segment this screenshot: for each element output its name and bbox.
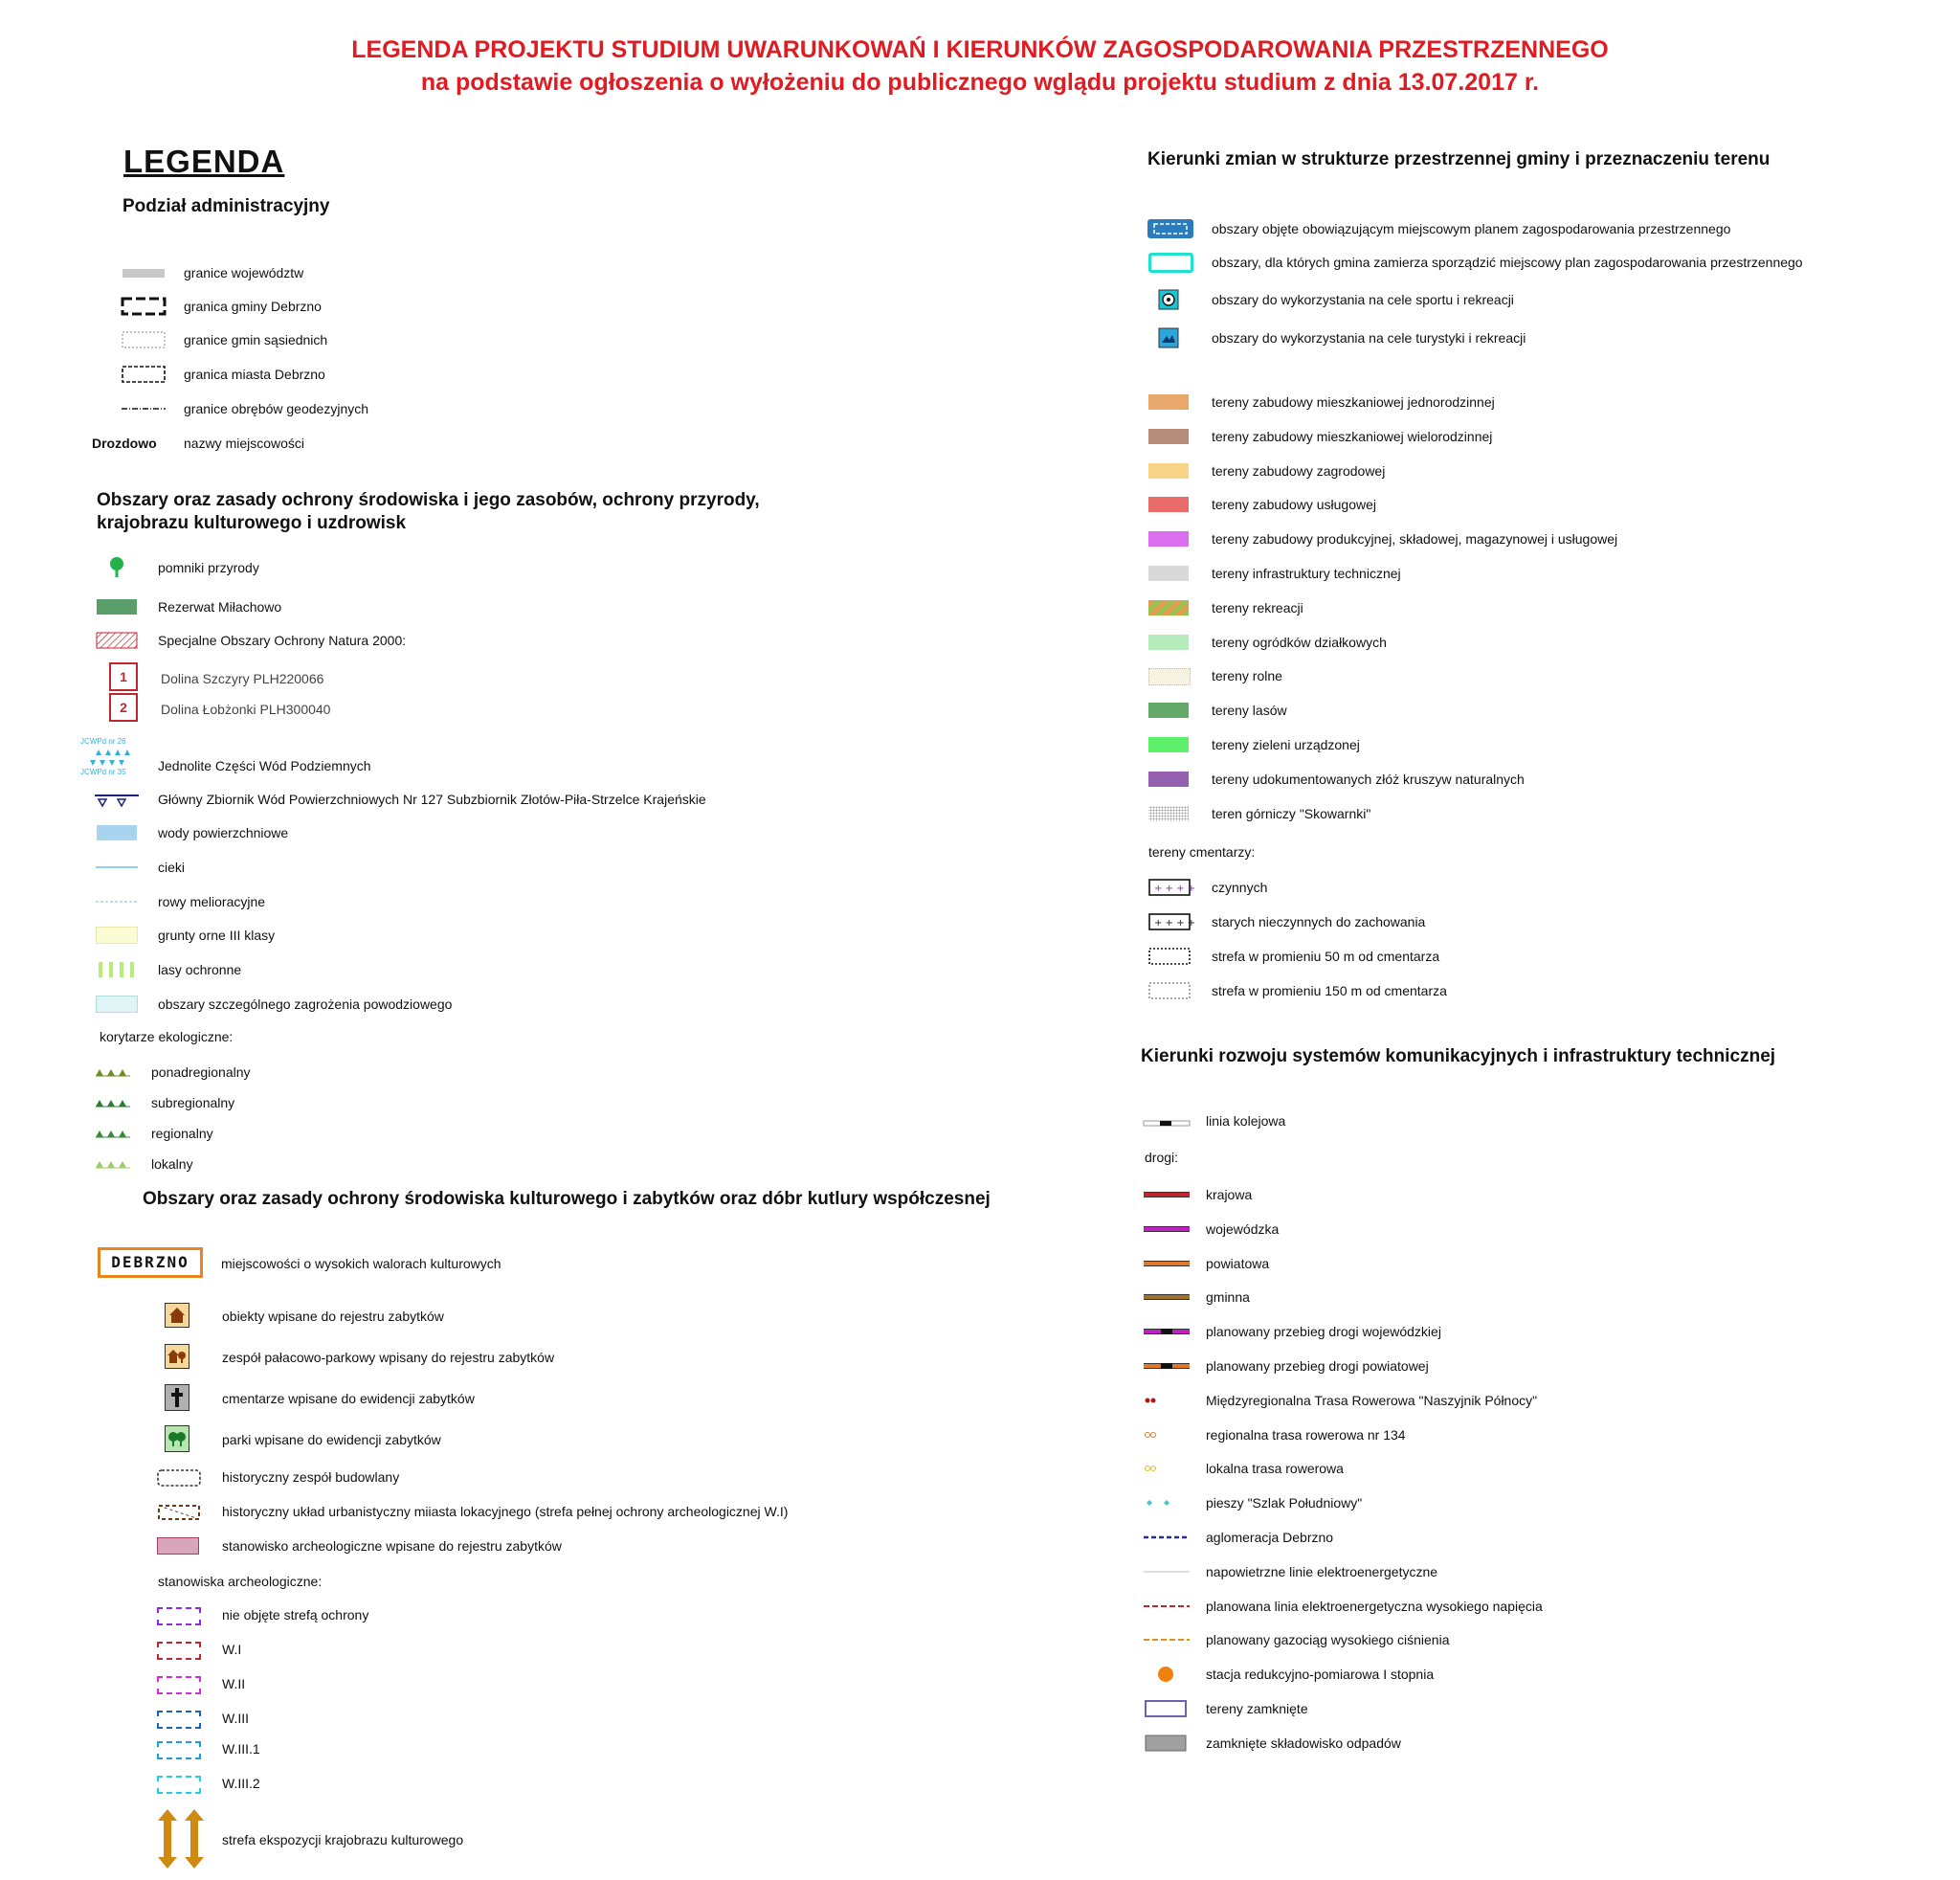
- cemetery-old-symbol: [1148, 913, 1196, 935]
- legend-item: [1145, 248, 1958, 277]
- legend-label: wody powierzchniowe: [158, 825, 289, 840]
- tourism-icon: [1158, 327, 1179, 353]
- header-title-line2: na podstawie ogłoszenia o wyłożeniu do publicznego wglądu projektu studium z dnia 13.07.2017 r.: [420, 69, 1540, 96]
- corridors-subtitle: korytarze ekologiczne:: [100, 1029, 234, 1044]
- legend-item: [98, 1247, 768, 1282]
- legend-label: tereny zabudowy zagrodowej: [1212, 462, 1386, 479]
- transport-symbol: [1143, 1733, 1191, 1758]
- park-trees-icon: [165, 1425, 189, 1452]
- land-use-swatch: [1148, 600, 1189, 615]
- legend-label: tereny zabudowy mieszkaniowej wielorodzinnej: [1212, 428, 1493, 444]
- legend-label: pomniki przyrody: [158, 560, 259, 575]
- legend-label: historyczny zespół budowlany: [222, 1469, 400, 1485]
- ditch-line-symbol: [88, 887, 145, 916]
- house-icon: [165, 1303, 189, 1328]
- legend-item: [107, 660, 490, 695]
- legend-item: [163, 1384, 737, 1415]
- transport-symbol: [1143, 1629, 1191, 1655]
- sport-ball-icon: [1158, 289, 1179, 315]
- legend-item: [88, 818, 662, 847]
- tree-icon: [88, 553, 145, 582]
- legend-label: lokalna trasa rowerowa: [1206, 1461, 1344, 1477]
- legend-item: [92, 429, 494, 458]
- legend-item: [153, 1769, 632, 1798]
- legend-item: [88, 887, 662, 916]
- legend-label: starych nieczynnych do zachowania: [1212, 914, 1426, 929]
- legend-item: [153, 1635, 632, 1664]
- legend-item: [1141, 1625, 1906, 1654]
- corridor-symbol: [84, 1150, 142, 1178]
- arch-subtitle: stanowiska archeologiczne:: [158, 1574, 323, 1589]
- transport-symbol: [1143, 1664, 1191, 1690]
- legend-item: [1145, 388, 1910, 416]
- legend-item: [1145, 976, 1719, 1005]
- legend-item: [1145, 214, 1910, 243]
- land-use-swatch: [1148, 806, 1189, 821]
- historic-complex-symbol: [155, 1467, 203, 1493]
- legend-item: [1145, 696, 1910, 725]
- existing-plan-symbol: [1147, 218, 1194, 244]
- legend-label: granica gminy Debrzno: [184, 299, 322, 314]
- legend-label: grunty orne III klasy: [158, 928, 276, 943]
- legend-item: [88, 553, 662, 582]
- town-border-symbol: [115, 360, 172, 389]
- transport-symbol: [1143, 1458, 1191, 1484]
- arch-site-registered-swatch: [157, 1537, 199, 1555]
- surface-water-swatch: [88, 818, 145, 847]
- arch-zone-symbol: [157, 1676, 201, 1694]
- natura-site-number: 2: [109, 693, 138, 722]
- legend-item: [1145, 559, 1910, 588]
- transport-symbol: [1143, 1287, 1191, 1312]
- legend-label: planowana linia elektroenergetyczna wysokiego napięcia: [1206, 1598, 1543, 1614]
- legend-label: pieszy "Szlak Południowy": [1206, 1495, 1363, 1511]
- stream-line-symbol: [88, 853, 145, 882]
- legend-item: [107, 691, 490, 726]
- double-arrow-icon: [155, 1809, 209, 1873]
- legend-label: regionalny: [151, 1126, 213, 1141]
- legend-label: tereny udokumentowanych złóż kruszyw naturalnych: [1212, 771, 1525, 787]
- legend-item: [1145, 422, 1910, 451]
- urban-layout-symbol: [155, 1502, 203, 1528]
- legend-item: [115, 325, 498, 354]
- legend-item: [153, 1600, 632, 1629]
- legend-label: gminna: [1206, 1289, 1250, 1306]
- legend-label: obiekty wpisane do rejestru zabytków: [222, 1309, 444, 1324]
- legend-item: [1145, 873, 1623, 902]
- legend-item: [153, 1532, 823, 1560]
- legend-item: [88, 593, 662, 621]
- protective-forest-symbol: [88, 955, 145, 984]
- legend-label: tereny zieleni urządzonej: [1212, 737, 1360, 752]
- section-nature-title-line1: Obszary oraz zasady ochrony środowiska i jego zasobów, ochrony przyrody,: [97, 490, 760, 510]
- legend-label: Główny Zbiornik Wód Powierzchniowych Nr 127 Subzbiornik Złotów-Piła-Strzelce Krajeńskie: [158, 792, 706, 807]
- legend-item: [163, 1343, 737, 1374]
- legend-label: wojewódzka: [1206, 1220, 1280, 1237]
- legend-label: obszary do wykorzystania na cele turystyki i rekreacji: [1212, 330, 1526, 346]
- legend-label: Dolina Szczyry PLH220066: [161, 671, 324, 686]
- section-nature-title-line2: krajobrazu kulturowego i uzdrowisk: [97, 513, 407, 533]
- legend-item: [163, 1425, 737, 1456]
- legend-item: [153, 1669, 632, 1698]
- legend-label: obszary objęte obowiązującym miejscowym planem zagospodarowania przestrzennego: [1212, 221, 1731, 236]
- legend-item: [115, 360, 498, 389]
- legend-label: granice województw: [184, 265, 304, 280]
- legend-item: [1141, 1694, 1906, 1723]
- legend-label: nie objęte strefą ochrony: [222, 1607, 369, 1623]
- legend-item: [1145, 765, 1910, 794]
- legend-item: [1145, 285, 1910, 314]
- land-use-swatch: [1148, 635, 1189, 650]
- legend-label: planowany przebieg drogi wojewódzkiej: [1206, 1324, 1441, 1340]
- legend-item: [1145, 907, 1719, 936]
- legend-label: granica miasta Debrzno: [184, 367, 325, 382]
- legend-label: czynnych: [1212, 880, 1268, 895]
- legend-label: planowany przebieg drogi powiatowej: [1206, 1358, 1429, 1374]
- legend-label: W.III: [222, 1711, 249, 1726]
- palace-park-icon: [165, 1344, 189, 1369]
- transport-symbol: [1143, 1698, 1191, 1724]
- groundwater-tag: JCWPd nr 26: [80, 737, 126, 746]
- legend-item: [115, 394, 498, 423]
- transport-symbol: [1143, 1219, 1191, 1244]
- section-culture-title: Obszary oraz zasady ochrony środowiska kulturowego i zabytków oraz dóbr kutlury współczesnej: [143, 1189, 991, 1209]
- legend-item: [153, 1704, 632, 1733]
- legend-item: [88, 921, 662, 950]
- arch-zone-symbol: [157, 1642, 201, 1660]
- legend-label: rowy melioracyjne: [158, 894, 266, 909]
- arable-land-swatch: [88, 921, 145, 950]
- transport-symbol: [1143, 1424, 1191, 1450]
- legend-label: tereny zamknięte: [1206, 1701, 1308, 1716]
- legend-item: [84, 1150, 467, 1178]
- legend-item: [88, 853, 662, 882]
- legend-label: tereny zabudowy mieszkaniowej jednorodzinnej: [1212, 394, 1495, 410]
- legend-item: [1145, 942, 1719, 971]
- legend-item: [1141, 1386, 1906, 1415]
- reservoir-symbol: [88, 785, 145, 814]
- legend-item: [115, 292, 498, 321]
- legend-item: [1141, 1488, 1906, 1517]
- legend-item: [1141, 1454, 1906, 1483]
- legend-item: [1141, 1249, 1906, 1278]
- transport-symbol: [1143, 1596, 1191, 1622]
- legend-label: regionalna trasa rowerowa nr 134: [1206, 1426, 1406, 1443]
- legend-label: obszary szczególnego zagrożenia powodziowego: [158, 996, 453, 1012]
- arch-zone-symbol: [157, 1776, 201, 1794]
- legend-label: Specjalne Obszary Ochrony Natura 2000:: [158, 633, 407, 648]
- legend-label: strefa w promieniu 50 m od cmentarza: [1212, 949, 1440, 964]
- planned-plan-symbol: [1148, 253, 1193, 273]
- svg-text:+ + + +: + + + +: [1154, 918, 1196, 929]
- legend-label: tereny lasów: [1212, 703, 1287, 719]
- legend-item: [1145, 457, 1910, 485]
- natura2000-hatch-symbol: [88, 626, 145, 655]
- legend-item: [1141, 1215, 1906, 1243]
- roads-subtitle: drogi:: [1145, 1150, 1179, 1165]
- legend-item: [88, 785, 854, 814]
- arch-zone-symbol: [157, 1741, 201, 1759]
- legend-label: krajowa: [1206, 1187, 1253, 1202]
- legend-item: [1145, 324, 1910, 352]
- transport-symbol: [1143, 1527, 1191, 1553]
- corridor-symbol: [84, 1058, 142, 1086]
- legend-item: [88, 626, 758, 655]
- groundwater-tag: JCWPd nr 35: [80, 768, 126, 776]
- legend-item: [1141, 1283, 1906, 1311]
- legend-label: zespół pałacowo-parkowy wpisany do rejestru zabytków: [222, 1350, 555, 1365]
- legend-label: strefa w promieniu 150 m od cmentarza: [1212, 983, 1447, 998]
- legend-label: planowany gazociąg wysokiego ciśnienia: [1206, 1632, 1450, 1648]
- legend-label: stanowisko archeologiczne wpisane do rejestru zabytków: [222, 1538, 562, 1554]
- legend-item: [1141, 1352, 1906, 1380]
- cemetery-active-symbol: [1148, 879, 1196, 901]
- legend-label: lasy ochronne: [158, 962, 242, 977]
- legend-item: [84, 1088, 467, 1117]
- legend-heading: LEGENDA: [123, 144, 285, 179]
- legend-item: [1141, 1180, 1906, 1209]
- legend-label: cieki: [158, 860, 186, 875]
- municipality-border-symbol: [115, 292, 172, 321]
- groundwater-symbol: [80, 737, 142, 779]
- legend-label: Międzyregionalna Trasa Rowerowa "Naszyjnik Północy": [1206, 1392, 1538, 1408]
- legend-item: [1145, 628, 1910, 657]
- neighbor-border-symbol: [115, 325, 172, 354]
- land-use-swatch: [1148, 531, 1189, 547]
- cemetery-50m-zone-symbol: [1148, 948, 1191, 970]
- legend-item: [1145, 593, 1910, 622]
- legend-item: [1141, 1592, 1906, 1621]
- land-use-swatch: [1148, 703, 1189, 718]
- legend-label: tereny zabudowy usługowej: [1212, 497, 1376, 513]
- legend-label: lokalny: [151, 1156, 193, 1172]
- transport-symbol: [1143, 1390, 1191, 1416]
- legend-item: [84, 1119, 467, 1148]
- transport-symbol: [1143, 1492, 1191, 1518]
- voivodeship-border-symbol: [115, 258, 172, 287]
- legend-item: [88, 990, 758, 1018]
- legend-label: zamknięte składowisko odpadów: [1206, 1735, 1401, 1751]
- arch-zone-symbol: [157, 1607, 201, 1625]
- section-changes-title: Kierunki zmian w strukturze przestrzennej gminy i przeznaczeniu terenu: [1147, 149, 1771, 169]
- land-use-swatch: [1148, 463, 1189, 479]
- legend-item: [1141, 1317, 1906, 1346]
- arch-zone-symbol: [157, 1711, 201, 1729]
- header-title-line1: LEGENDA PROJEKTU STUDIUM UWARUNKOWAŃ I KIERUNKÓW ZAGOSPODAROWANIA PRZESTRZENNEGO: [351, 36, 1609, 63]
- legend-item: [153, 1809, 727, 1870]
- precinct-border-symbol: [115, 394, 172, 423]
- legend-item: [1145, 661, 1910, 690]
- legend-label: aglomeracja Debrzno: [1206, 1530, 1334, 1545]
- section-admin-title: Podział administracyjny: [122, 196, 330, 216]
- legend-label: tereny rolne: [1212, 668, 1282, 684]
- legend-label: miejscowości o wysokich walorach kulturowych: [221, 1256, 501, 1271]
- legend-item: [1145, 799, 1910, 828]
- legend-label: tereny rekreacji: [1212, 599, 1303, 615]
- legend-label: powiatowa: [1206, 1255, 1270, 1271]
- legend-item: [1145, 490, 1910, 519]
- legend-label: obszary do wykorzystania na cele sportu i rekreacji: [1212, 292, 1514, 307]
- legend-label: napowietrzne linie elektroenergetyczne: [1206, 1563, 1438, 1579]
- transport-symbol: [1143, 1321, 1191, 1347]
- legend-label: Rezerwat Miłachowo: [158, 599, 282, 615]
- legend-label: Dolina Łobżonki PLH300040: [161, 702, 331, 717]
- legend-label: tereny zabudowy produkcyjnej, składowej, magazynowej i usługowej: [1212, 531, 1618, 548]
- legend-item: [1145, 730, 1910, 759]
- cultural-town-sample: DEBRZNO: [98, 1247, 203, 1278]
- legend-item: [84, 1058, 467, 1086]
- legend-label: W.II: [222, 1676, 246, 1691]
- corridor-symbol: [84, 1119, 142, 1148]
- place-name-sample: Drozdowo: [92, 436, 157, 451]
- legend-label: obszary, dla których gmina zamierza sporządzić miejscowy plan zagospodarowania przestrzennego: [1212, 255, 1803, 270]
- land-use-swatch: [1148, 737, 1189, 752]
- legend-item: [1145, 525, 1910, 553]
- legend-label: tereny infrastruktury technicznej: [1212, 566, 1401, 581]
- reserve-swatch: [88, 593, 145, 621]
- land-use-swatch: [1148, 566, 1189, 581]
- legend-label: ponadregionalny: [151, 1064, 251, 1080]
- legend-item: [1141, 1660, 1906, 1689]
- section-transport-title: Kierunki rozwoju systemów komunikacyjnych i infrastruktury technicznej: [1141, 1046, 1776, 1066]
- svg-text:+ + + +: + + + +: [1154, 884, 1196, 894]
- legend-label: strefa ekspozycji krajobrazu kulturowego: [222, 1832, 464, 1847]
- legend-label: W.III.2: [222, 1776, 260, 1791]
- transport-symbol: [1143, 1184, 1191, 1210]
- legend-label: granice obrębów geodezyjnych: [184, 401, 369, 416]
- legend-label: cmentarze wpisane do ewidencji zabytków: [222, 1391, 475, 1406]
- legend-label: granice gmin sąsiednich: [184, 332, 328, 347]
- railway-symbol: [1143, 1116, 1191, 1133]
- flood-zone-swatch: [88, 990, 145, 1018]
- cemeteries-subtitle: tereny cmentarzy:: [1148, 844, 1256, 860]
- legend-label: nazwy miejscowości: [184, 436, 305, 451]
- legend-item: [1141, 1523, 1906, 1552]
- legend-label: W.III.1: [222, 1741, 260, 1757]
- legend-item: [88, 955, 662, 984]
- legend-label: teren górniczy "Skowarnki": [1212, 805, 1371, 821]
- legend-item: [115, 258, 498, 287]
- legend-label: stacja redukcyjno-pomiarowa I stopnia: [1206, 1667, 1435, 1683]
- legend-label: tereny ogródków działkowych: [1212, 634, 1387, 650]
- land-use-swatch: [1148, 497, 1189, 512]
- legend-item: [1141, 1107, 1619, 1135]
- land-use-swatch: [1148, 668, 1191, 685]
- legend-label: linia kolejowa: [1206, 1113, 1286, 1129]
- legend-item: [1141, 1729, 1906, 1757]
- land-use-swatch: [1148, 429, 1189, 444]
- legend-item: [153, 1497, 1014, 1526]
- land-use-swatch: [1148, 394, 1189, 410]
- legend-item: [1141, 1421, 1906, 1449]
- legend-label: subregionalny: [151, 1095, 235, 1110]
- legend-label: Jednolite Części Wód Podziemnych: [158, 758, 371, 773]
- corridor-symbol: [84, 1088, 142, 1117]
- transport-symbol: [1143, 1253, 1191, 1279]
- natura-site-number: 1: [109, 662, 138, 691]
- cemetery-150m-zone-symbol: [1148, 982, 1191, 1004]
- transport-symbol: [1143, 1355, 1191, 1381]
- legend-item: [153, 1463, 823, 1491]
- legend-item: [80, 737, 655, 779]
- land-use-swatch: [1148, 772, 1189, 787]
- legend-item: [1141, 1557, 1906, 1586]
- legend-item: [163, 1302, 641, 1332]
- cemetery-cross-icon: [165, 1384, 189, 1411]
- transport-symbol: [1143, 1561, 1191, 1587]
- legend-label: parki wpisane do ewidencji zabytków: [222, 1432, 441, 1447]
- legend-label: W.I: [222, 1642, 242, 1657]
- legend-label: historyczny układ urbanistyczny miiasta lokacyjnego (strefa pełnej ochrony archeologicznej W.I): [222, 1504, 789, 1519]
- legend-item: [153, 1735, 632, 1763]
